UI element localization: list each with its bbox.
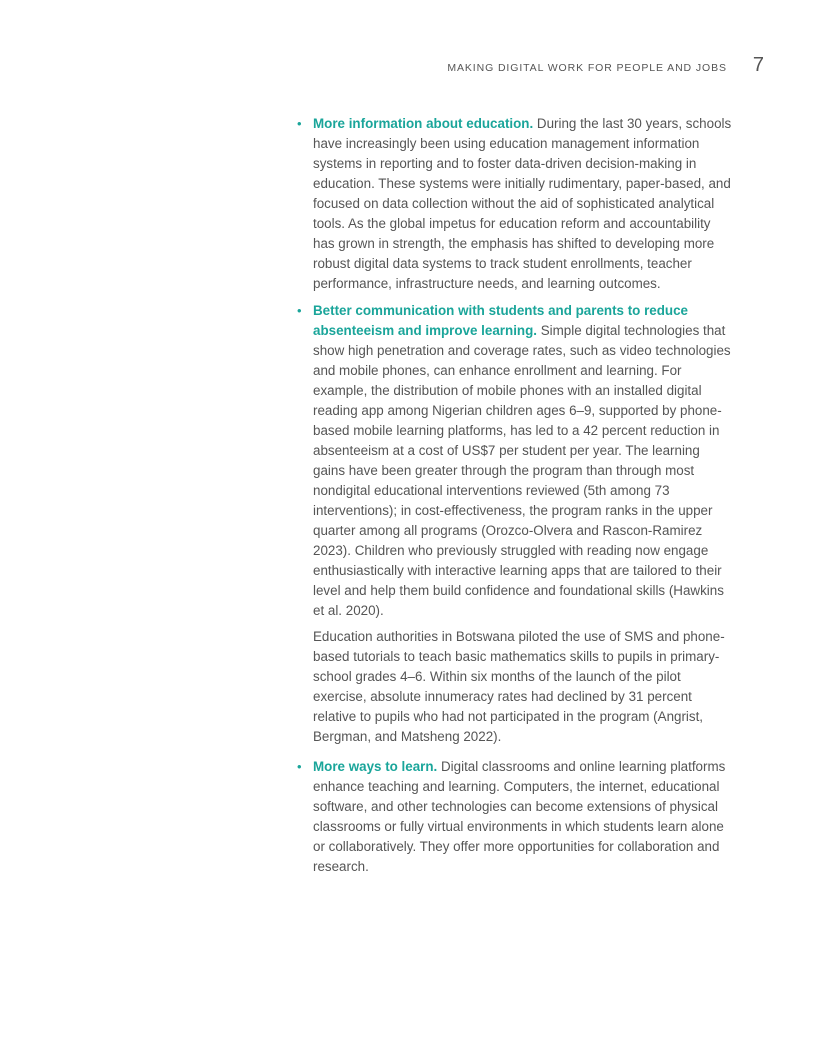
bullet-lead: More information about education.: [313, 116, 534, 131]
bullet-paragraph: [313, 757, 733, 877]
bullet-paragraph: [313, 114, 733, 294]
bullet-icon: •: [297, 303, 302, 318]
bullet-text: Digital classrooms and online learning platforms enhance teaching and learning. Computers, the internet, educational software, and other technologies can become extensions of physical classrooms or fully virtual environments in which students learn alone or collaboratively. They offer more opportunities for collaboration and research.: [313, 759, 726, 874]
running-head: MAKING DIGITAL WORK FOR PEOPLE AND JOBS: [447, 62, 727, 74]
page-header: [447, 54, 764, 77]
followup-paragraph: Education authorities in Botswana piloted the use of SMS and phone-based tutorials to teach basic mathematics skills to pupils in primary-school grades 4–6. Within six months of the launch of the pilot exercise, absolute innumeracy rates had declined by 31 percent relative to pupils who had not participated in the program (Angrist, Bergman, and Matsheng 2022).: [313, 629, 725, 744]
bullet-text: Simple digital technologies that show high penetration and coverage rates, such as video technologies and mobile phones, can enhance enrollment and learning. For example, the distribution of mobile phones with an installed digital reading app among Nigerian children ages 6–9, supported by phone-based mobile learning platforms, has led to a 42 percent reduction in absenteeism at a cost of US$7 per student per year. The learning gains have been greater through the program than through most nondigital educational interventions reviewed (5th among 73 interventions); in cost-effectiveness, the program ranks in the upper quarter among all programs (Orozco-Olvera and Rascon-Ramirez 2023). Children who previously struggled with reading now engage enthusiastically with interactive learning apps that are tailored to their level and help them build confidence and foundational skills (Hawkins et al. 2020).: [313, 323, 731, 618]
bullet-lead: Better communication with students and parents to reduce absenteeism and improve learning.: [313, 303, 688, 338]
body-content: [297, 114, 733, 884]
bullet-icon: •: [297, 759, 302, 774]
bullet-item-ways-to-learn: [297, 757, 733, 877]
bullet-item-education-info: [297, 114, 733, 294]
bullet-text: During the last 30 years, schools have increasingly been using education management information systems in reporting and to foster data-driven decision-making in education. These systems were initially rudimentary, paper-based, and focused on data collection without the aid of sophisticated analytical tools. As the global impetus for education reform and accountability has grown in strength, the emphasis has shifted to developing more robust digital data systems to track student enrollments, teacher performance, infrastructure needs, and learning outcomes.: [313, 116, 732, 291]
page-number: 7: [752, 54, 764, 76]
bullet-paragraph: [313, 301, 733, 621]
bullet-item-communication: [297, 301, 733, 747]
bullet-lead: More ways to learn.: [313, 759, 438, 774]
bullet-icon: •: [297, 116, 302, 131]
